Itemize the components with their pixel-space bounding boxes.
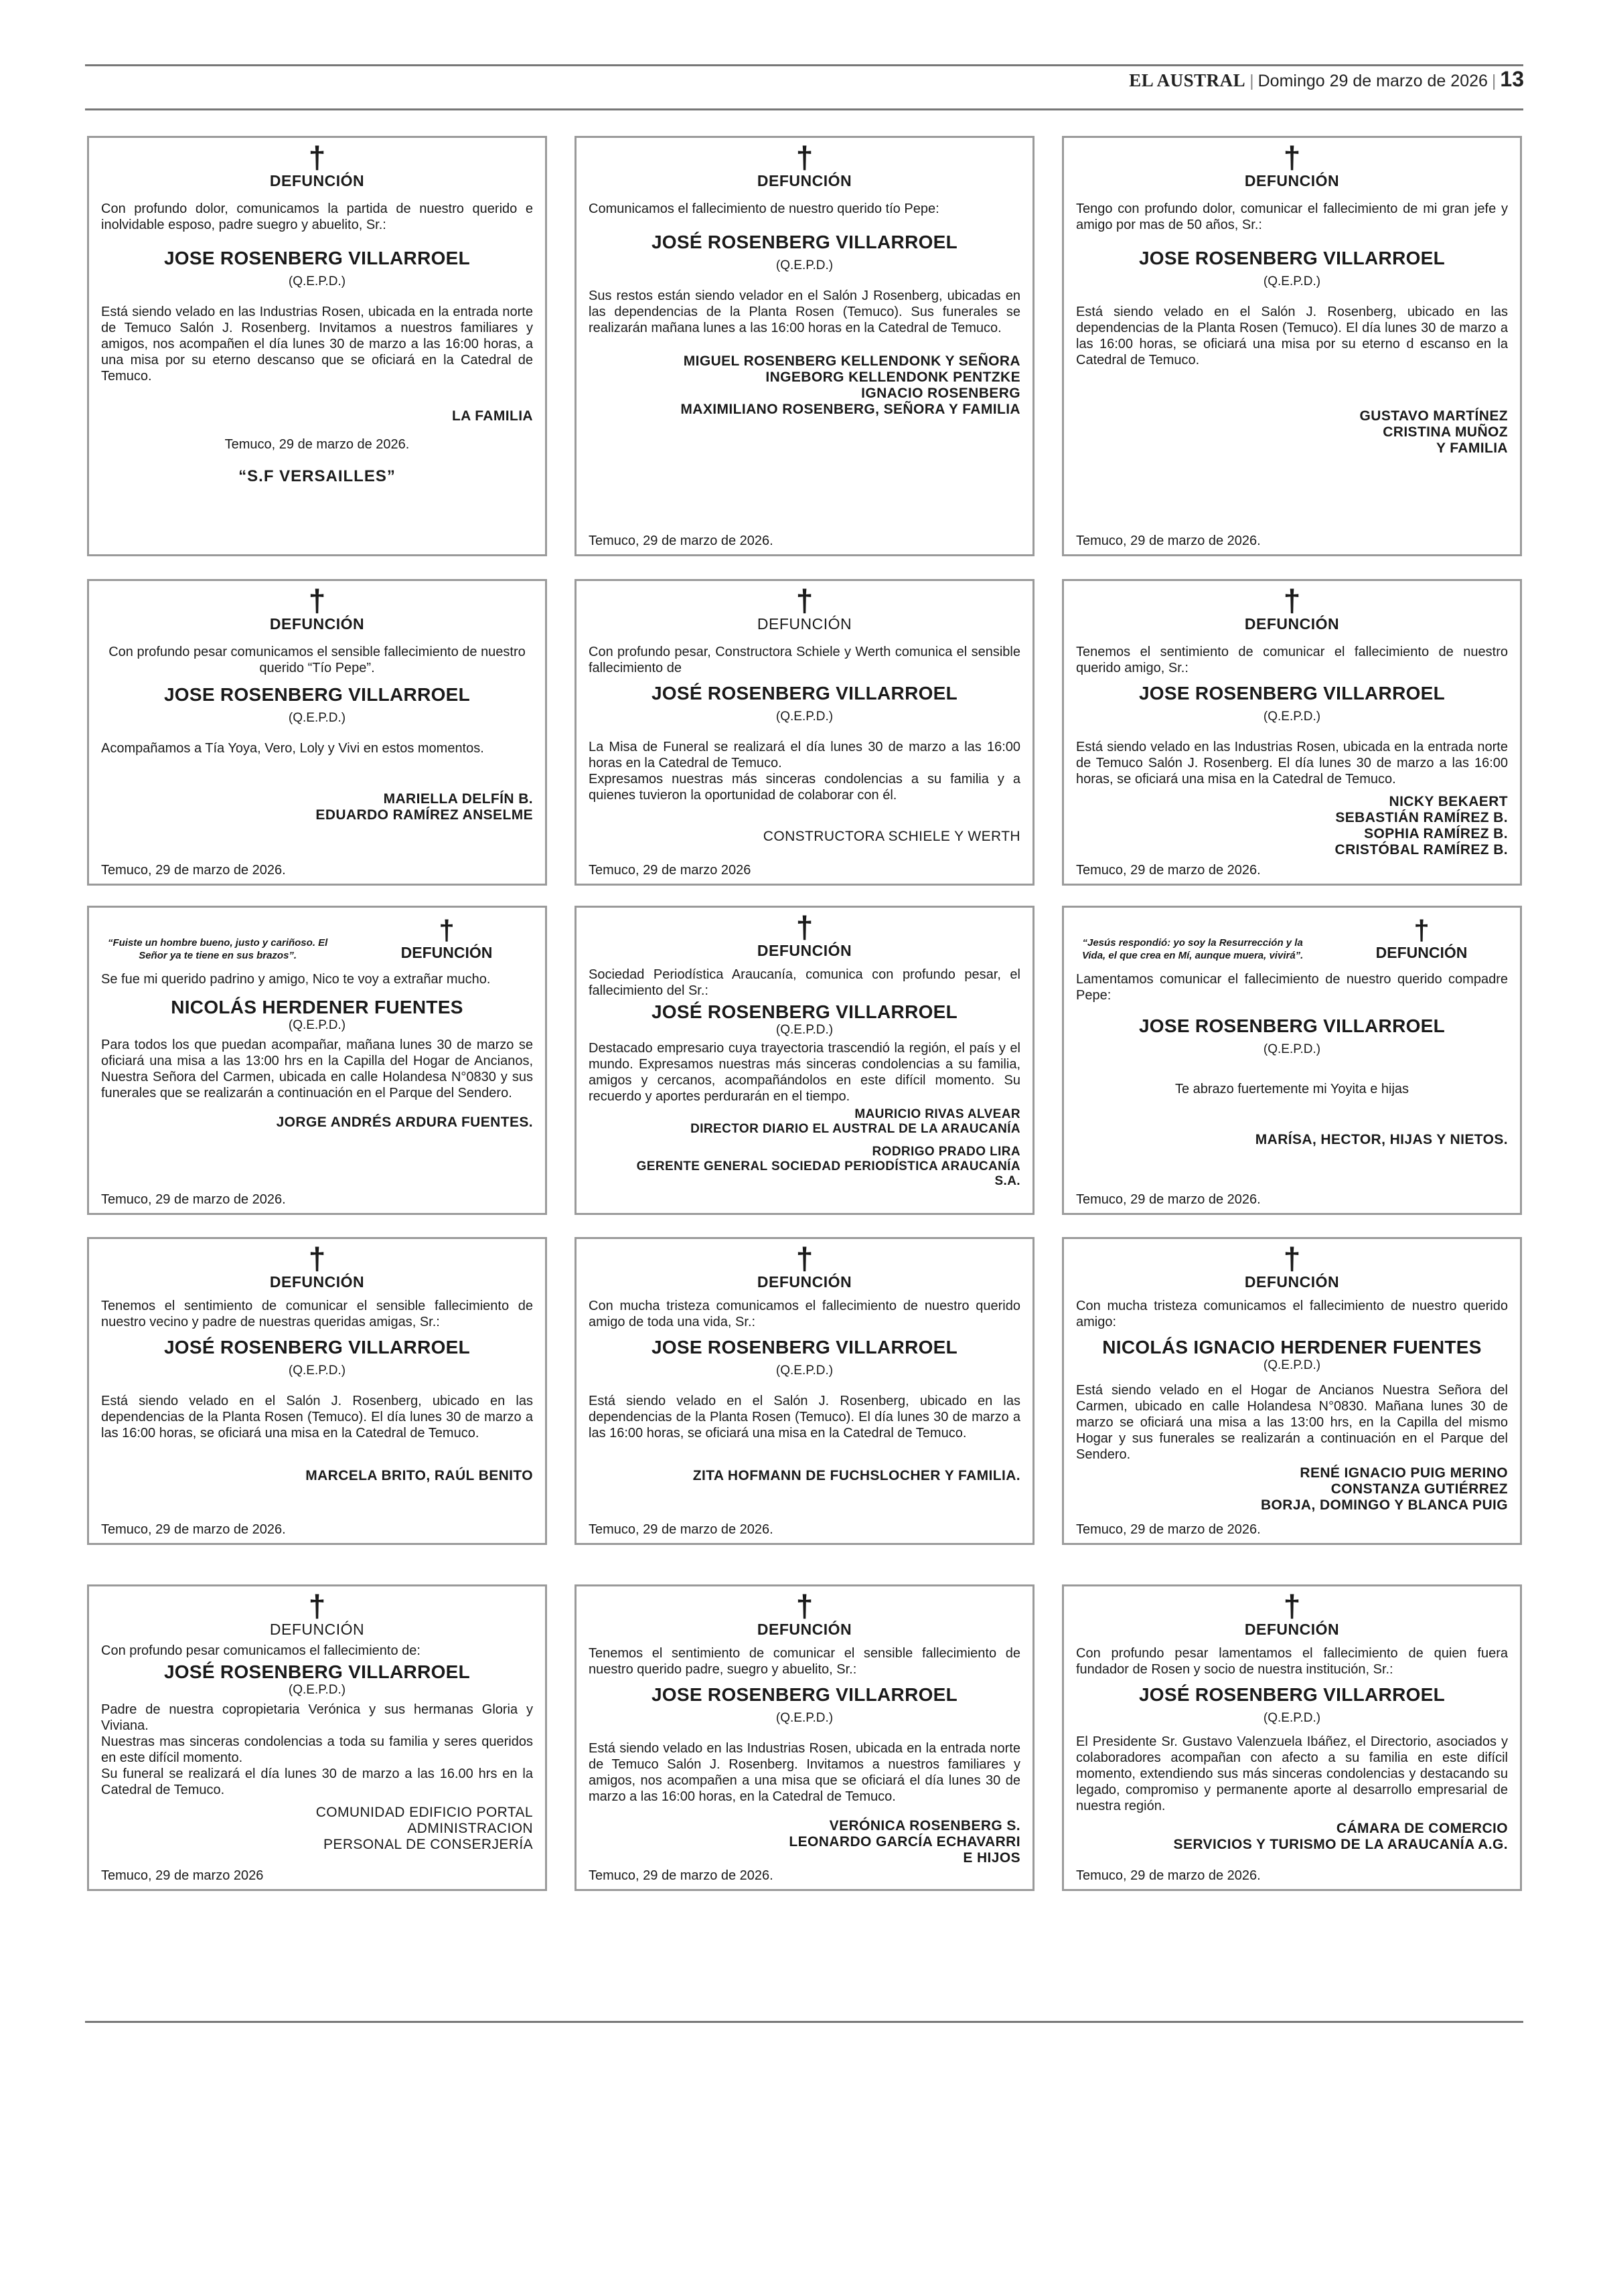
notice-body: El Presidente Sr. Gustavo Valenzuela Ibáñez, el Directorio, asociados y colaboradores acompañan con afecto a su familia en este difícil momento, extendiendo sus más sinceras condolencias y destacando su legado, compromiso y permanente aporte al desarrollo empresarial de nuestra región. bbox=[1076, 1734, 1508, 1813]
cross-icon: † bbox=[795, 140, 814, 175]
signature-line: IGNACIO ROSENBERG bbox=[861, 386, 1020, 401]
obituary-card-2 bbox=[575, 136, 1035, 556]
notice-intro: Con profundo pesar lamentamos el fallecimiento de quien fuera fundador de Rosen y socio de nuestra institución, Sr.: bbox=[1076, 1646, 1508, 1677]
notice-title: DEFUNCIÓN bbox=[757, 172, 852, 189]
notice-date: Temuco, 29 de marzo de 2026. bbox=[1076, 863, 1261, 878]
notice-date: Temuco, 29 de marzo de 2026. bbox=[101, 1522, 286, 1537]
funeral-agency: “S.F VERSAILLES” bbox=[238, 467, 396, 485]
notice-title: DEFUNCIÓN bbox=[1244, 172, 1340, 189]
deceased-name: JOSÉ ROSENBERG VILLARROEL bbox=[651, 232, 958, 252]
notice-body: Destacado empresario cuya trayectoria trascendió la región, el país y el mundo. Expresamos nuestras más sinceras condolencias a su familia, amigos y cercanos, acompañándolos en este difícil momento. Su recuerdo y aportes perdurarán en el tiempo. bbox=[589, 1041, 1020, 1104]
notice-signature: MARÍSA, HECTOR, HIJAS Y NIETOS. bbox=[1255, 1132, 1508, 1147]
notice-body: Acompañamos a Tía Yoya, Vero, Loly y Vivi en estos momentos. bbox=[101, 741, 484, 756]
notice-body-extra: Nuestras mas sinceras condolencias a toda su familia y seres queridos en este difícil momento. bbox=[101, 1734, 533, 1765]
cross-icon: † bbox=[1283, 1241, 1301, 1276]
obituary-card-5 bbox=[575, 579, 1035, 886]
cross-icon: † bbox=[439, 914, 455, 946]
signature-line: E HIJOS bbox=[963, 1850, 1020, 1866]
notice-date: Temuco, 29 de marzo de 2026. bbox=[589, 1868, 773, 1883]
cross-icon: † bbox=[1283, 1588, 1301, 1623]
deceased-name: JOSE ROSENBERG VILLARROEL bbox=[1138, 1015, 1446, 1036]
cross-icon: † bbox=[795, 1588, 814, 1623]
qepd: (Q.E.P.D.) bbox=[775, 1023, 834, 1037]
signature-line: MARIELLA DELFÍN B. bbox=[383, 791, 533, 807]
notice-body-extra: Expresamos nuestras más sinceras condolencias a su familia y a quienes tuvieron la oportunidad de colaborar con él. bbox=[589, 772, 1020, 803]
notice-date: Temuco, 29 de marzo de 2026. bbox=[101, 863, 286, 878]
signature-line: INGEBORG KELLENDONK PENTZKE bbox=[765, 370, 1020, 385]
notice-title: DEFUNCIÓN bbox=[1244, 1273, 1340, 1291]
obituary-card-12 bbox=[1062, 1237, 1522, 1545]
notice-intro: Con profundo pesar, Constructora Schiele y Werth comunica el sensible fallecimiento de bbox=[589, 645, 1020, 675]
signature-line: NICKY BEKAERT bbox=[1389, 794, 1508, 809]
signature-line: BORJA, DOMINGO Y BLANCA PUIG bbox=[1260, 1497, 1508, 1513]
qepd: (Q.E.P.D.) bbox=[288, 711, 346, 725]
cross-icon: † bbox=[795, 1241, 814, 1276]
signature-line: CRISTINA MUÑOZ bbox=[1383, 424, 1508, 440]
newspaper-name: EL AUSTRAL bbox=[1129, 70, 1246, 90]
signature-line: CONSTANZA GUTIÉRREZ bbox=[1330, 1481, 1508, 1497]
notice-body: Está siendo velado en las Industrias Rosen, ubicada en la entrada norte de Temuco Salón J. Rosenberg. Invitamos a nuestros familiares y amigos, nos acompañen a una misa que se oficiará el día lunes 30 de marzo a las 16:00 horas, en la Catedral de Temuco. bbox=[589, 1741, 1020, 1804]
qepd: (Q.E.P.D.) bbox=[288, 274, 346, 289]
notice-date: Temuco, 29 de marzo de 2026. bbox=[101, 1192, 286, 1207]
page-number: 13 bbox=[1500, 67, 1524, 91]
notice-signature: JORGE ANDRÉS ARDURA FUENTES. bbox=[276, 1115, 533, 1130]
notice-date: Temuco, 29 de marzo de 2026. bbox=[1076, 534, 1261, 548]
deceased-name: JOSÉ ROSENBERG VILLARROEL bbox=[651, 683, 958, 704]
cross-icon: † bbox=[1413, 914, 1430, 946]
cross-icon: † bbox=[308, 583, 326, 618]
signature-line: RODRIGO PRADO LIRA bbox=[872, 1145, 1020, 1159]
deceased-name: JOSÉ ROSENBERG VILLARROEL bbox=[1138, 1684, 1446, 1705]
notice-date: Temuco, 29 de marzo 2026 bbox=[589, 863, 751, 878]
signature-line: Y FAMILIA bbox=[1436, 440, 1508, 456]
qepd: (Q.E.P.D.) bbox=[288, 1364, 346, 1378]
notice-signature: MARCELA BRITO, RAÚL BENITO bbox=[305, 1468, 533, 1483]
notice-body: Está siendo velado en el Salón J. Rosenberg, ubicado en las dependencias de la Planta Rosen (Temuco). El día lunes 30 de marzo a las 16:00 horas, se oficiará una misa en la Catedral de Temuco. bbox=[101, 1394, 533, 1441]
notice-intro: Se fue mi querido padrino y amigo, Nico te voy a extrañar mucho. bbox=[101, 972, 491, 987]
notice-title: DEFUNCIÓN bbox=[757, 1273, 852, 1291]
notice-body-extra: Su funeral se realizará el día lunes 30 de marzo a las 16.00 hrs en la Catedral de Temuco. bbox=[101, 1767, 533, 1797]
deceased-name: JOSÉ ROSENBERG VILLARROEL bbox=[163, 1337, 471, 1358]
signature-line: PERSONAL DE CONSERJERÍA bbox=[323, 1837, 533, 1852]
qepd: (Q.E.P.D.) bbox=[775, 1364, 834, 1378]
notice-title: DEFUNCIÓN bbox=[400, 944, 493, 961]
signature-line: MIGUEL ROSENBERG KELLENDONK Y SEÑORA bbox=[683, 353, 1020, 369]
bottom-rule bbox=[85, 2021, 1523, 2023]
notice-intro: Tenemos el sentimiento de comunicar el sensible fallecimiento de nuestro querido padre, suegro y abuelito, Sr.: bbox=[589, 1646, 1020, 1677]
notice-date: Temuco, 29 de marzo 2026 bbox=[101, 1868, 264, 1883]
notice-signature: ZITA HOFMANN DE FUCHSLOCHER Y FAMILIA. bbox=[692, 1468, 1020, 1483]
scripture-quote: “Jesús respondió: yo soy la Resurrección y la Vida, el que crea en Mí, aunque muera, vivirá”. bbox=[1081, 937, 1304, 961]
deceased-name: JOSE ROSENBERG VILLARROEL bbox=[651, 1337, 958, 1358]
obituary-card-11 bbox=[575, 1237, 1035, 1545]
notice-date: Temuco, 29 de marzo de 2026. bbox=[589, 534, 773, 548]
notice-title: DEFUNCIÓN bbox=[269, 615, 365, 633]
qepd: (Q.E.P.D.) bbox=[1263, 1042, 1321, 1056]
notice-intro: Con mucha tristeza comunicamos el fallecimiento de nuestro querido amigo de toda una vida, Sr.: bbox=[589, 1299, 1020, 1329]
signature-line: MAXIMILIANO ROSENBERG, SEÑORA Y FAMILIA bbox=[680, 402, 1020, 417]
notice-title: DEFUNCIÓN bbox=[269, 172, 365, 189]
notice-signature: CONSTRUCTORA SCHIELE Y WERTH bbox=[763, 829, 1020, 844]
qepd: (Q.E.P.D.) bbox=[1263, 274, 1321, 289]
deceased-name: JOSE ROSENBERG VILLARROEL bbox=[163, 248, 471, 268]
notice-body: Te abrazo fuertemente mi Yoyita e hijas bbox=[1174, 1082, 1409, 1096]
notice-body: Sus restos están siendo velador en el Salón J Rosenberg, ubicadas en las dependencias de la Planta Rosen (Temuco). Sus funerales se realizarán mañana lunes a las 16:00 horas en la Catedral de Temuco. bbox=[589, 289, 1020, 335]
notice-date: Temuco, 29 de marzo de 2026. bbox=[589, 1522, 773, 1537]
header-rule bbox=[85, 108, 1523, 110]
notice-date: Temuco, 29 de marzo de 2026. bbox=[224, 437, 410, 452]
obituary-card-15 bbox=[1062, 1584, 1522, 1891]
cross-icon: † bbox=[308, 1588, 326, 1623]
notice-intro: Con profundo pesar comunicamos el sensible fallecimiento de nuestro querido “Tío Pepe”. bbox=[108, 645, 526, 675]
notice-title: DEFUNCIÓN bbox=[1244, 1621, 1340, 1638]
deceased-name: JOSE ROSENBERG VILLARROEL bbox=[163, 684, 471, 705]
notice-body: La Misa de Funeral se realizará el día lunes 30 de marzo a las 16:00 horas en la Catedral de Temuco. bbox=[589, 740, 1020, 770]
notice-intro: Lamentamos comunicar el fallecimiento de nuestro querido compadre Pepe: bbox=[1076, 972, 1508, 1003]
deceased-name: JOSÉ ROSENBERG VILLARROEL bbox=[163, 1661, 471, 1682]
cross-icon: † bbox=[1283, 140, 1301, 175]
notice-body: Está siendo velado en el Salón J. Rosenberg, ubicado en las dependencias de la Planta Rosen (Temuco). El día lunes 30 de marzo a las 16:00 horas, se oficiará una misa por su eterno d escanso en la Catedral de Temuco. bbox=[1076, 305, 1508, 367]
signature-line: CÁMARA DE COMERCIO bbox=[1336, 1821, 1508, 1836]
qepd: (Q.E.P.D.) bbox=[775, 258, 834, 272]
deceased-name: NICOLÁS HERDENER FUENTES bbox=[171, 997, 463, 1017]
obituary-card-1 bbox=[87, 136, 547, 556]
cross-icon: † bbox=[1283, 583, 1301, 618]
qepd: (Q.E.P.D.) bbox=[775, 1711, 834, 1725]
qepd: (Q.E.P.D.) bbox=[288, 1683, 346, 1697]
signature-line: LEONARDO GARCÍA ECHAVARRI bbox=[789, 1834, 1020, 1850]
notice-header bbox=[101, 914, 533, 962]
obituary-card-9 bbox=[1062, 906, 1522, 1215]
notice-intro: Con profundo dolor, comunicamos la partida de nuestro querido e inolvidable esposo, padre suegro y abuelito, Sr.: bbox=[101, 201, 533, 232]
signature-line: MAURICIO RIVAS ALVEAR bbox=[854, 1107, 1020, 1121]
qepd: (Q.E.P.D.) bbox=[1263, 710, 1321, 724]
notice-header bbox=[1076, 914, 1508, 962]
signature-line: S.A. bbox=[994, 1174, 1020, 1188]
notice-title: DEFUNCIÓN bbox=[757, 1621, 852, 1638]
notice-title: DEFUNCIÓN bbox=[757, 942, 852, 959]
obituary-card-13 bbox=[87, 1584, 547, 1891]
signature-line: VERÓNICA ROSENBERG S. bbox=[829, 1818, 1020, 1833]
page-header: EL AUSTRAL | Domingo 29 de marzo de 2026 | 13 bbox=[1129, 67, 1524, 91]
signature-line: COMUNIDAD EDIFICIO PORTAL bbox=[315, 1805, 533, 1820]
notice-date: Temuco, 29 de marzo de 2026. bbox=[1076, 1522, 1261, 1537]
deceased-name: JOSÉ ROSENBERG VILLARROEL bbox=[651, 1001, 958, 1022]
notice-intro: Tenemos el sentimiento de comunicar el sensible fallecimiento de nuestro vecino y padre de nuestras queridas amigas, Sr.: bbox=[101, 1299, 533, 1329]
notice-body: Está siendo velado en el Hogar de Ancianos Nuestra Señora del Carmen, ubicado en calle Holandesa N°0830. Mañana lunes 30 de marzo se oficiará una misa a las 13:00 hrs, en la Capilla del mismo Hogar y sus funerales se realizarán a continuación en el Parque del Sendero. bbox=[1076, 1383, 1508, 1462]
signature-line: DIRECTOR DIARIO EL AUSTRAL DE LA ARAUCANÍA bbox=[690, 1122, 1020, 1136]
obituary-card-7 bbox=[87, 906, 547, 1215]
deceased-name: JOSE ROSENBERG VILLARROEL bbox=[1138, 683, 1446, 704]
notice-signature: LA FAMILIA bbox=[451, 408, 533, 424]
notice-body: Para todos los que puedan acompañar, mañana lunes 30 de marzo se oficiará una misa a las 13:00 hrs en la Capilla del Hogar de Ancianos, Nuestra Señora del Carmen, ubicada en calle Holandesa N°0830 y sus funerales que se realizarán a continuación en el Parque del Sendero. bbox=[101, 1038, 533, 1100]
obituary-card-3 bbox=[1062, 136, 1522, 556]
qepd: (Q.E.P.D.) bbox=[1263, 1711, 1321, 1725]
deceased-name: JOSE ROSENBERG VILLARROEL bbox=[651, 1684, 958, 1705]
signature-line: ADMINISTRACION bbox=[407, 1821, 533, 1836]
signature-line: GUSTAVO MARTÍNEZ bbox=[1359, 408, 1508, 424]
notice-body: Está siendo velado en las Industrias Rosen, ubicada en la entrada norte de Temuco Salón J. Rosenberg. Invitamos a nuestros familiares y amigos, nos acompañen el día lunes 30 de marzo a las 16:00 horas, a una misa por su eterno descanso que se oficiará en la Catedral de Temuco. bbox=[101, 305, 533, 384]
notice-body: Padre de nuestra copropietaria Verónica y sus hermanas Gloria y Viviana. bbox=[101, 1702, 533, 1733]
obituary-card-8 bbox=[575, 906, 1035, 1215]
qepd: (Q.E.P.D.) bbox=[1263, 1358, 1321, 1372]
signature-line: SEBASTIÁN RAMÍREZ B. bbox=[1335, 810, 1508, 825]
signature-line: SOPHIA RAMÍREZ B. bbox=[1364, 826, 1508, 841]
cross-icon: † bbox=[308, 1241, 326, 1276]
notice-body: Está siendo velado en las Industrias Rosen, ubicada en la entrada norte de Temuco Salón J. Rosenberg. El día lunes 30 de marzo a las 16:00 horas, se oficiará una misa en la Catedral de Temuco. bbox=[1076, 740, 1508, 787]
cross-icon: † bbox=[795, 910, 814, 945]
deceased-name: NICOLÁS IGNACIO HERDENER FUENTES bbox=[1102, 1337, 1482, 1358]
qepd: (Q.E.P.D.) bbox=[288, 1018, 346, 1032]
deceased-name: JOSE ROSENBERG VILLARROEL bbox=[1138, 248, 1446, 268]
signature-line: SERVICIOS Y TURISMO DE LA ARAUCANÍA A.G. bbox=[1173, 1837, 1508, 1852]
signature-line: GERENTE GENERAL SOCIEDAD PERIODÍSTICA ARAUCANÍA bbox=[636, 1159, 1020, 1173]
notice-title: DEFUNCIÓN bbox=[269, 1273, 365, 1291]
notice-intro: Sociedad Periodística Araucanía, comunica con profundo pesar, el fallecimiento del Sr.: bbox=[589, 967, 1020, 998]
cross-icon: † bbox=[308, 140, 326, 175]
signature-line: EDUARDO RAMÍREZ ANSELME bbox=[315, 807, 533, 823]
signature-line: CRISTÓBAL RAMÍREZ B. bbox=[1334, 842, 1508, 857]
notice-intro: Comunicamos el fallecimiento de nuestro querido tío Pepe: bbox=[589, 201, 939, 216]
notice-title: DEFUNCIÓN bbox=[1375, 944, 1468, 961]
notice-intro: Con profundo pesar comunicamos el fallecimiento de: bbox=[101, 1643, 420, 1658]
notice-date: Temuco, 29 de marzo de 2026. bbox=[1076, 1868, 1261, 1883]
obituary-card-6 bbox=[1062, 579, 1522, 886]
notice-date: Temuco, 29 de marzo de 2026. bbox=[1076, 1192, 1261, 1207]
notice-intro: Tenemos el sentimiento de comunicar el fallecimiento de nuestro querido amigo, Sr.: bbox=[1076, 645, 1508, 675]
obituary-card-14 bbox=[575, 1584, 1035, 1891]
notice-body: Está siendo velado en el Salón J. Rosenberg, ubicado en las dependencias de la Planta Rosen (Temuco). El día lunes 30 de marzo a las 16:00 horas, se oficiará una misa en la Catedral de Temuco. bbox=[589, 1394, 1020, 1441]
signature-line: RENÉ IGNACIO PUIG MERINO bbox=[1300, 1465, 1508, 1481]
top-rule bbox=[85, 64, 1523, 66]
cross-icon: † bbox=[795, 583, 814, 618]
notice-intro: Tengo con profundo dolor, comunicar el fallecimiento de mi gran jefe y amigo por mas de 50 años, Sr.: bbox=[1076, 201, 1508, 232]
notice-title: DEFUNCIÓN bbox=[757, 615, 852, 633]
notice-intro: Con mucha tristeza comunicamos el fallecimiento de nuestro querido amigo: bbox=[1076, 1299, 1508, 1329]
header-date: Domingo 29 de marzo de 2026 bbox=[1257, 72, 1488, 90]
obituary-card-10 bbox=[87, 1237, 547, 1545]
notice-title: DEFUNCIÓN bbox=[269, 1621, 365, 1638]
notice-title: DEFUNCIÓN bbox=[1244, 615, 1340, 633]
obituary-card-4 bbox=[87, 579, 547, 886]
scripture-quote: “Fuiste un hombre bueno, justo y cariñoso. El Señor ya te tiene en sus brazos”. bbox=[107, 937, 328, 961]
qepd: (Q.E.P.D.) bbox=[775, 710, 834, 724]
